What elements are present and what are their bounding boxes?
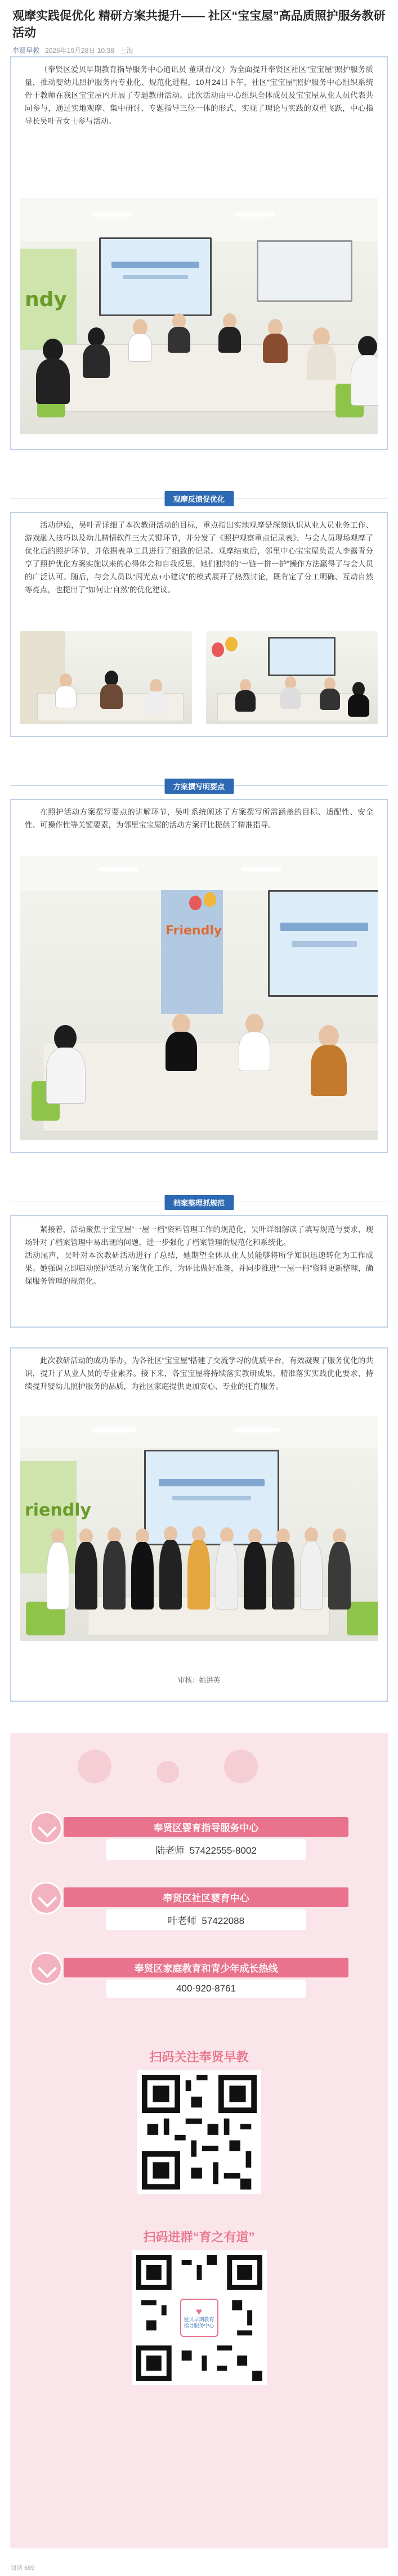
- section-label-plan: 方案撰写明要点: [164, 779, 234, 794]
- chevron-icon: [30, 1811, 62, 1844]
- section-label-observe: 观摩反馈促优化: [164, 491, 234, 506]
- observe-paragraph: 活动伊始，吴叶青详细了本次教研活动的目标，重点指出实地观摩是深刻认识从业人员业务工作、游戏融入技巧以及幼儿精情软件三大关键环节，并分发了《照护观察重点记录表》，与会人员现场观摩了优化后的照护环节，并依据表单工具进行了细致的记录。观摩结束后，邻里中心宝宝屋负责人李露青分享了照护优化方案实施以来的心得体会和自我反思，她们独特的“一链一拼一护”操作方法赢得了与会人员的广泛认可。随后，与会人员以“闪光点+小建议”的模式展开了热烈讨论，既肯定了分工明确、互动自然等亮点，也提出了“如何让‘自然’的优化建议。: [25, 521, 373, 594]
- guide-card: [10, 1215, 388, 1328]
- hotline-2-contact[interactable]: [106, 1909, 306, 1930]
- observe-photo-right: [206, 631, 378, 724]
- plan-card: [10, 799, 388, 1153]
- publish-location: 上海: [119, 46, 133, 55]
- hotline-2-title: 奉贤区社区婴育中心: [64, 1887, 348, 1907]
- contact-panel: [10, 1733, 388, 2548]
- summary-paragraph: 此次教研活动的成功举办，为各社区“宝宝屋”搭建了交流学习的优质平台，有效凝聚了服务优化的共识，提升了从业人员的专业素养。接下来，各宝宝屋将持续落实教研成果，精准落实实践优化要求，持续提升婴幼儿照护服务的品质，为社区家庭提供更加安心、专业的托育服务。: [25, 1356, 373, 1391]
- read-count: 阅读 689: [10, 2565, 35, 2571]
- qr-center-label: 爱贝早期教育指导服务中心: [184, 2317, 214, 2328]
- chevron-icon: [30, 1882, 62, 1914]
- qr-pattern: [142, 2075, 257, 2190]
- article-meta: [0, 44, 398, 56]
- hotline-2-name: 叶老师: [167, 1916, 196, 1926]
- hotline-1: [64, 1817, 348, 1860]
- hotline-3-phone[interactable]: 400-920-8761: [106, 1980, 306, 1998]
- hotline-3-title: 奉贤区家庭教育和青少年成长热线: [64, 1958, 348, 1977]
- intro-paragraph: （奉贤区爱贝早期教育指导服务中心通讯员 董琪青/文）为全面提升奉贤区社区“宝宝屋”照护服务质量，推动婴幼儿照护服务内专业化、规范化进程，10月24日下午，社区“宝宝屋”照护服务中心组织系统骨干教师在我区宝宝屋内开展了专题教研活动。此次活动由中心组织全体成员及宝宝屋从业人员代表共同参与，通过实地观摩、集中研讨、专题指导三位一体的形式，实现了理论与实践的双重飞跃，中心指导长吴叶青女士参与活动。: [25, 65, 373, 125]
- chevron-icon: [30, 1952, 62, 1985]
- publish-datetime: 2025年10月28日 10:38: [45, 46, 114, 55]
- summary-card: [10, 1347, 388, 1702]
- group-photo: riendly: [20, 1416, 378, 1641]
- qr-center-logo: [180, 2299, 218, 2337]
- meeting-photo-1: ndy: [20, 198, 378, 434]
- hotline-1-contact[interactable]: [106, 1839, 306, 1860]
- qr-title-follow: 扫码关注奉贤早教: [149, 2050, 249, 2064]
- guide-paragraph: 紧接着，活动聚焦于宝宝屋“一屋一档”资料管理工作的规范化，吴叶详细解读了填写规范与要求，现场针对了档案管理中易出现的问题，进一步强化了档案管理的规范化和系统化。 活动尾声，吴叶对本次教研活动进行了总结，她期望全体从业人员能够将所学知识迅速转化为工作成果。她强调立即启动照护活动方案优化工作，为评比做好准备，并同步推进“一屋一档”资料更新整理，确保服务管理的规范化。: [25, 1225, 373, 1285]
- review-caption: 审核：姚洪英: [177, 1676, 220, 1684]
- section-label-guide: 档案整理抓规范: [164, 1195, 234, 1210]
- plan-paragraph: 在照护活动方案撰写要点的讲解环节，吴叶系统阐述了方案撰写所需涵盖的目标、适配性、安全性、可操作性等关键要素，为邻里宝宝屋的活动方案评比提供了精准指导。: [25, 808, 373, 829]
- qr-code-follow[interactable]: [137, 2070, 261, 2194]
- hotline-3: [64, 1958, 348, 1998]
- hotline-2: [64, 1887, 348, 1930]
- hotline-1-name: 陆老师: [155, 1845, 185, 1856]
- hotline-2-phone: 57422088: [202, 1916, 245, 1926]
- hotline-1-phone: 57422555-8002: [189, 1845, 257, 1856]
- meeting-photo-2: Friendly: [20, 856, 378, 1140]
- qr-code-group[interactable]: [132, 2250, 267, 2385]
- hotline-1-title: 奉贤区婴育指导服务中心: [64, 1817, 348, 1837]
- intro-card: [10, 56, 388, 450]
- heart-icon: ♥: [196, 2306, 202, 2317]
- source-link[interactable]: 奉贤早教: [12, 46, 40, 55]
- qr-title-group: 扫码进群“育之有道”: [143, 2230, 255, 2244]
- observe-photo-left: [20, 631, 192, 724]
- article-title: 观摩实践促优化 精研方案共提升—— 社区“宝宝屋”高品质照护服务教研活动: [12, 10, 386, 39]
- observe-card: [10, 512, 388, 737]
